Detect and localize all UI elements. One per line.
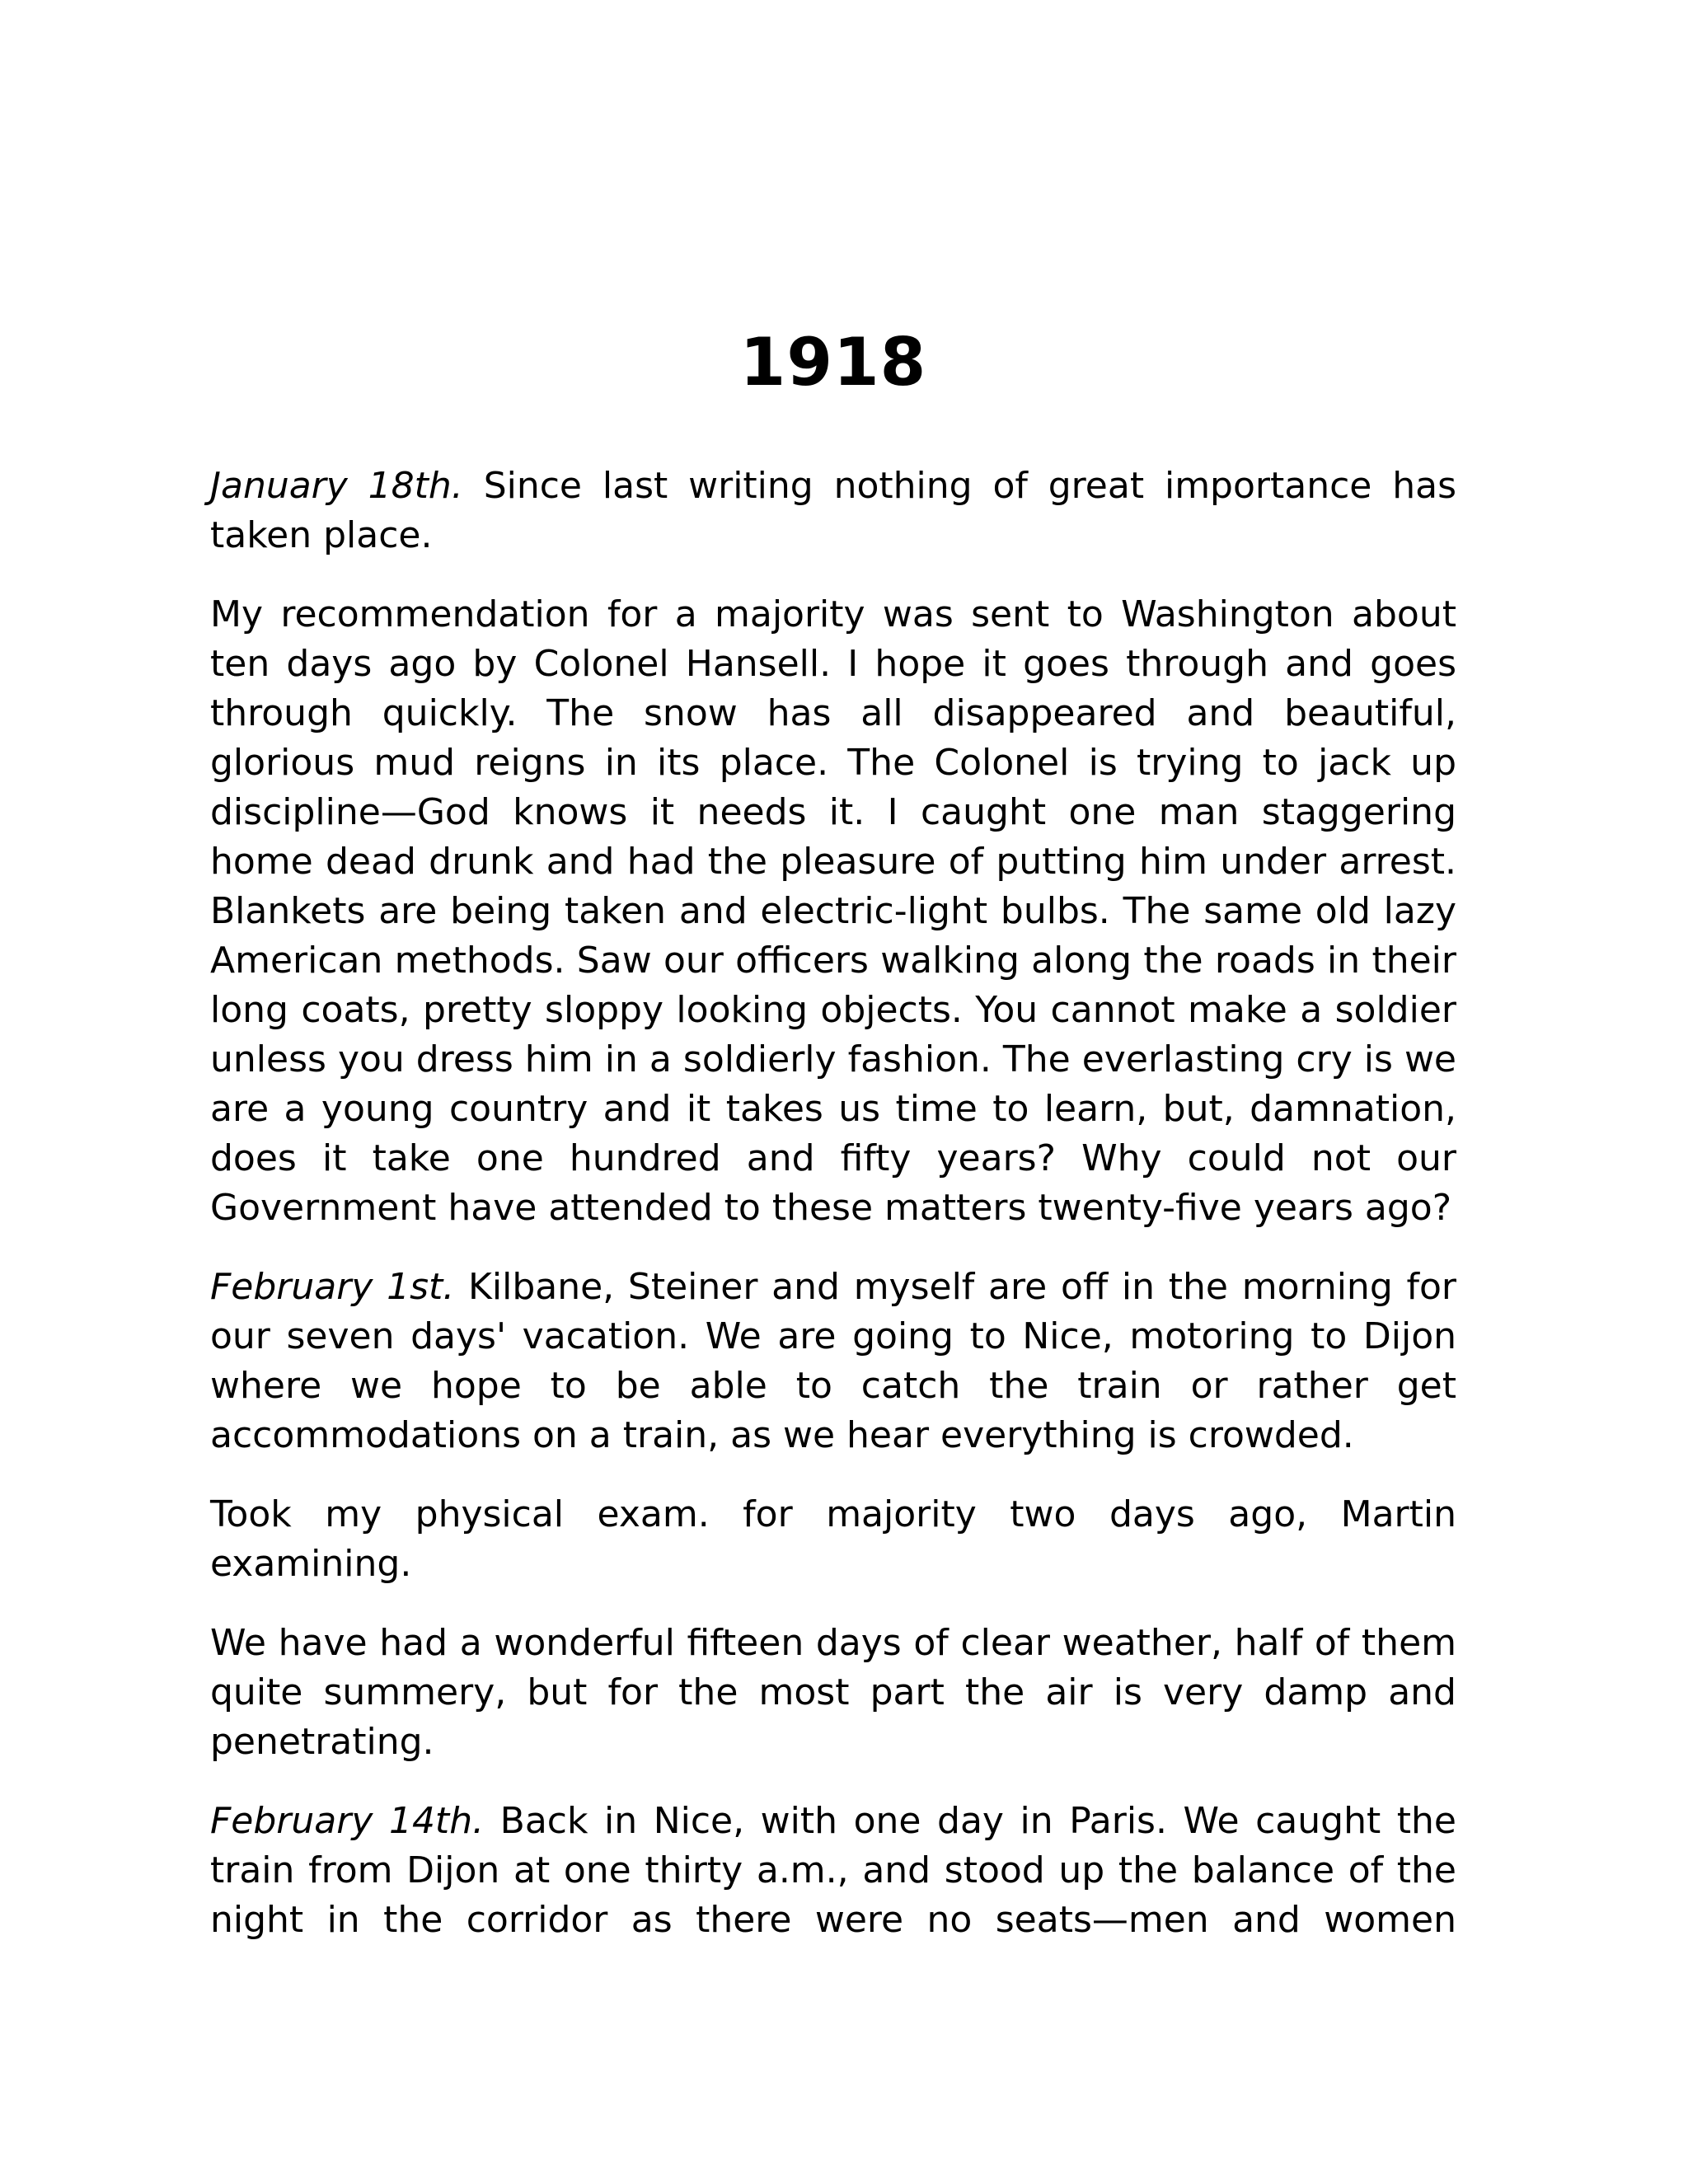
paragraph-text: My recommendation for a majority was sent to Washington about ten days ago by Colonel Hansell. I hope it goes through and goes through quickly. The snow has all disappeared and beautiful, glorious mud reigns in its place. The Colonel is trying to jack up discipline—God knows it needs it. I caught one man staggering home dead drunk and had the pleasure of putting him under arrest. Blankets are being taken and electric-light bulbs. The same old lazy American methods. Saw our officers walking along the roads in their long coats, pretty sloppy looking objects. You cannot make a soldier unless you dress him in a soldierly fashion. The everlasting cry is we are a young country and it takes us time to learn, but, damnation, does it take one hundred and fifty years? Why could not our Government have attended to these matters twenty-five years ago? <box>210 593 1456 1229</box>
diary-entry-paragraph <box>210 1797 1456 1945</box>
diary-entry-paragraph <box>210 462 1456 560</box>
diary-entry-paragraph <box>210 1263 1456 1460</box>
diary-paragraph <box>210 1619 1456 1767</box>
entry-date: February 14th. <box>210 1800 485 1842</box>
paragraph-text: We have had a wonderful fifteen days of clear weather, half of them quite summery, but for the most part the air is very damp and penetrating. <box>210 1622 1456 1763</box>
diary-paragraph <box>210 590 1456 1233</box>
entry-date: January 18th. <box>210 465 463 507</box>
paragraph-text: Took my physical exam. for majority two days ago, Martin examining. <box>210 1493 1456 1585</box>
document-page <box>210 321 1456 1945</box>
chapter-title: 1918 <box>739 324 927 401</box>
paragraph-text: Back in Nice, with one day in Paris. We caught the train from Dijon at one thirty a.m., and stood up the balance of the night in the corridor as there were no seats—men and women <box>210 1800 1456 1941</box>
paragraph-text: Kilbane, Steiner and myself are off in the morning for our seven days' vacation. We are going to Nice, motoring to Dijon where we hope to be able to catch the train or rather get accommodations on a train, as we hear everything is crowded. <box>210 1266 1456 1456</box>
paragraph-text: Since last writing nothing of great importance has taken place. <box>210 465 1457 556</box>
entry-date: February 1st. <box>210 1266 455 1308</box>
diary-paragraph <box>210 1490 1456 1589</box>
